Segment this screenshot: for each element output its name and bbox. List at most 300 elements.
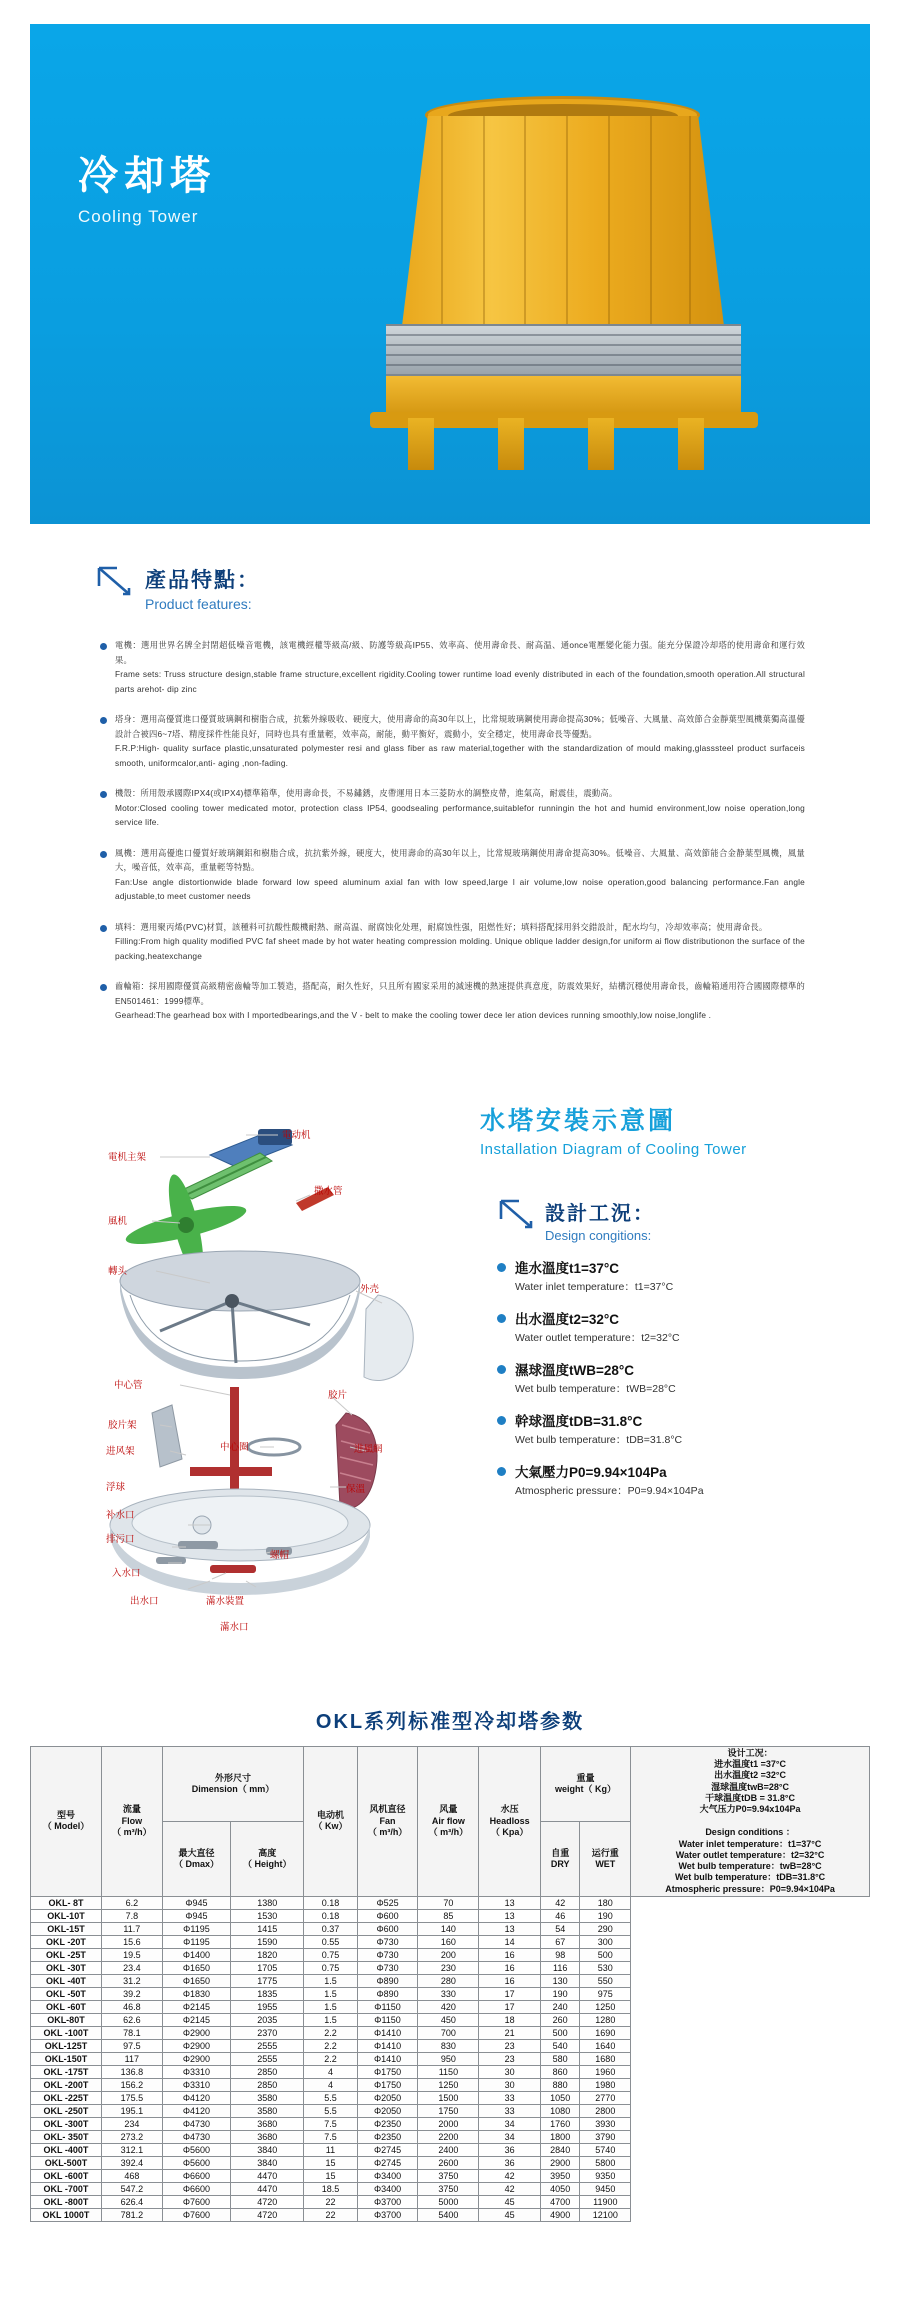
table-cell: 4050 bbox=[540, 2182, 580, 2195]
table-cell: 13 bbox=[479, 1922, 541, 1935]
table-cell: 2400 bbox=[418, 2143, 479, 2156]
features-title-cn: 產品特點： bbox=[145, 569, 260, 592]
feature-item bbox=[100, 979, 805, 1023]
table-cell: 200 bbox=[418, 1948, 479, 1961]
th-flow: 流量 Flow （ m³/h） bbox=[101, 1746, 162, 1896]
table-cell: Φ2900 bbox=[162, 2052, 230, 2065]
notes-block: 设计工况： 进水温度t1 =37°C 出水温度t2 =32°C 湿球温度twB=28°C 干球温度tDB = 31.8°C 大气压力P0=9.94x104Pa Design conditions ： Water inlet temperature：t1=37°C Water outlet temperature：t2=32°C Wet bulb temperature：twB=28°C Wet bulb temperature：tDB=31.8°C Atmospheric pressure：P0=9.94×104Pa bbox=[665, 1747, 835, 1894]
table-cell: 1960 bbox=[580, 2065, 631, 2078]
table-cell: 3680 bbox=[231, 2117, 304, 2130]
table-row bbox=[31, 2208, 870, 2221]
bullet-icon bbox=[497, 1314, 506, 1323]
table-notes-cell bbox=[631, 1746, 870, 1896]
table-cell: 18.5 bbox=[304, 2182, 357, 2195]
hero-title-cn: 冷却塔 bbox=[78, 154, 216, 198]
table-cell: 260 bbox=[540, 2013, 580, 2026]
th-fan-diameter: 风机直径 Fan （ m³/h） bbox=[357, 1746, 418, 1896]
table-cell: 13 bbox=[479, 1896, 541, 1909]
table-cell: Φ1830 bbox=[162, 1987, 230, 2000]
cell-model: OKL -200T bbox=[31, 2078, 102, 2091]
table-cell: Φ730 bbox=[357, 1961, 418, 1974]
table-cell: 1.5 bbox=[304, 1987, 357, 2000]
table-cell: 2555 bbox=[231, 2039, 304, 2052]
table-cell: 16 bbox=[479, 1974, 541, 1987]
th-air-flow: 风量 Air flow （ m³/h） bbox=[418, 1746, 479, 1896]
table-row bbox=[31, 2169, 870, 2182]
table-cell: 3950 bbox=[540, 2169, 580, 2182]
feature-item bbox=[100, 920, 805, 964]
diagram-title-en: Installation Diagram of Cooling Tower bbox=[480, 1140, 747, 1158]
table-cell: 468 bbox=[101, 2169, 162, 2182]
cell-model: OKL- 8T bbox=[31, 1896, 102, 1909]
table-cell: 4900 bbox=[540, 2208, 580, 2221]
table-row bbox=[31, 1948, 870, 1961]
table-cell: 130 bbox=[540, 1974, 580, 1987]
table-cell: Φ1150 bbox=[357, 2000, 418, 2013]
table-cell: Φ6600 bbox=[162, 2169, 230, 2182]
table-cell: Φ2900 bbox=[162, 2026, 230, 2039]
table-cell: 1250 bbox=[580, 2000, 631, 2013]
label-insulation: 保溫 bbox=[346, 1483, 366, 1495]
table-cell: Φ2145 bbox=[162, 2013, 230, 2026]
table-cell: Φ3400 bbox=[357, 2169, 418, 2182]
table-cell: 2555 bbox=[231, 2052, 304, 2065]
table-cell: 21 bbox=[479, 2026, 541, 2039]
specifications-section bbox=[30, 1705, 870, 2222]
table-cell: 1690 bbox=[580, 2026, 631, 2039]
table-cell: 5800 bbox=[580, 2156, 631, 2169]
table-cell: 19.5 bbox=[101, 1948, 162, 1961]
features-title-en: Product features: bbox=[145, 596, 252, 612]
table-cell: 15.6 bbox=[101, 1935, 162, 1948]
specs-table-title: OKL系列标准型冷却塔参数 bbox=[315, 1710, 585, 1733]
condition-text-cn: 出水溫度t2=32°C bbox=[515, 1311, 620, 1327]
table-cell: 580 bbox=[540, 2052, 580, 2065]
bullet-icon bbox=[99, 716, 109, 726]
cell-model: OKL -400T bbox=[31, 2143, 102, 2156]
table-cell: 116 bbox=[540, 1961, 580, 1974]
table-cell: Φ6600 bbox=[162, 2182, 230, 2195]
bullet-icon bbox=[497, 1365, 506, 1374]
table-cell: Φ1150 bbox=[357, 2013, 418, 2026]
document-page bbox=[0, 24, 900, 2222]
table-row bbox=[31, 1935, 870, 1948]
table-cell: 2840 bbox=[540, 2143, 580, 2156]
table-cell: 3840 bbox=[231, 2143, 304, 2156]
table-cell: 34 bbox=[479, 2130, 541, 2143]
hero-banner bbox=[30, 24, 870, 524]
table-cell: Φ4730 bbox=[162, 2117, 230, 2130]
table-cell: 0.55 bbox=[304, 1935, 357, 1948]
table-cell: 2.2 bbox=[304, 2026, 357, 2039]
table-cell: 2200 bbox=[418, 2130, 479, 2143]
bullet-icon bbox=[99, 790, 109, 800]
th-motor: 电动机 （ Kw） bbox=[304, 1746, 357, 1896]
table-cell: 160 bbox=[418, 1935, 479, 1948]
table-cell: 4470 bbox=[231, 2182, 304, 2195]
bullet-icon bbox=[497, 1416, 506, 1425]
table-cell: 5400 bbox=[418, 2208, 479, 2221]
cell-model: OKL -600T bbox=[31, 2169, 102, 2182]
table-cell: 5.5 bbox=[304, 2091, 357, 2104]
table-cell: 950 bbox=[418, 2052, 479, 2065]
table-row bbox=[31, 2156, 870, 2169]
table-cell: 13 bbox=[479, 1909, 541, 1922]
feature-text-cn: 電機：選用世界名牌全封閉超低噪音電機，該電機經權等級高/級、防護等級高IP55、效率高、使用壽命長、耐高温、通once電壓變化能力强。能充分保證冷却塔的使用壽命和運行效果。 bbox=[115, 640, 805, 665]
table-cell: 31.2 bbox=[101, 1974, 162, 1987]
table-cell: 39.2 bbox=[101, 1987, 162, 2000]
table-cell: 18 bbox=[479, 2013, 541, 2026]
table-cell: 9350 bbox=[580, 2169, 631, 2182]
label-center-ring: 中心圈 bbox=[220, 1441, 249, 1453]
table-cell: Φ890 bbox=[357, 1987, 418, 2000]
table-cell: 5000 bbox=[418, 2195, 479, 2208]
table-cell: 1.5 bbox=[304, 2000, 357, 2013]
table-cell: Φ945 bbox=[162, 1896, 230, 1909]
table-cell: Φ3700 bbox=[357, 2208, 418, 2221]
table-cell: 2.2 bbox=[304, 2052, 357, 2065]
table-cell: 450 bbox=[418, 2013, 479, 2026]
th-wet-weight: 运行重 WET bbox=[580, 1821, 631, 1896]
table-row bbox=[31, 2000, 870, 2013]
bullet-icon bbox=[99, 923, 109, 933]
cell-model: OKL 1000T bbox=[31, 2208, 102, 2221]
cell-model: OKL -40T bbox=[31, 1974, 102, 1987]
cell-model: OKL-125T bbox=[31, 2039, 102, 2052]
table-cell: 0.18 bbox=[304, 1896, 357, 1909]
table-cell: Φ3400 bbox=[357, 2182, 418, 2195]
th-dimension: 外形尺寸 Dimension（ mm） bbox=[162, 1746, 304, 1821]
table-cell: 312.1 bbox=[101, 2143, 162, 2156]
table-cell: 117 bbox=[101, 2052, 162, 2065]
table-cell: 234 bbox=[101, 2117, 162, 2130]
cell-model: OKL -175T bbox=[31, 2065, 102, 2078]
table-cell: Φ1410 bbox=[357, 2039, 418, 2052]
cell-model: OKL -50T bbox=[31, 1987, 102, 2000]
table-cell: 12100 bbox=[580, 2208, 631, 2221]
table-cell: 45 bbox=[479, 2208, 541, 2221]
table-cell: Φ5600 bbox=[162, 2143, 230, 2156]
table-cell: Φ1650 bbox=[162, 1974, 230, 1987]
table-cell: Φ7600 bbox=[162, 2208, 230, 2221]
table-row bbox=[31, 1987, 870, 2000]
condition-text-en: Water inlet temperature：t1=37°C bbox=[515, 1280, 674, 1293]
table-cell: 2600 bbox=[418, 2156, 479, 2169]
table-cell: 2035 bbox=[231, 2013, 304, 2026]
table-cell: Φ3310 bbox=[162, 2078, 230, 2091]
table-cell: 2.2 bbox=[304, 2039, 357, 2052]
design-conditions-title-cn: 設計工況： bbox=[545, 1202, 655, 1225]
feature-text-en: Frame sets: Truss structure design,stable frame structure,excellent rigidity.Cooling tower runtime load evenly distributed in each of the foundation,smooth operation.All structural parts arehot- dip zinc bbox=[115, 669, 805, 694]
table-cell: 500 bbox=[580, 1948, 631, 1961]
table-cell: 23.4 bbox=[101, 1961, 162, 1974]
table-cell: 781.2 bbox=[101, 2208, 162, 2221]
table-cell: 1080 bbox=[540, 2104, 580, 2117]
table-cell: 4700 bbox=[540, 2195, 580, 2208]
table-cell: Φ3310 bbox=[162, 2065, 230, 2078]
label-fan: 風机 bbox=[108, 1215, 128, 1227]
table-cell: 1280 bbox=[580, 2013, 631, 2026]
condition-text-en: Atmospheric pressure：P0=9.94×104Pa bbox=[515, 1484, 704, 1497]
th-head-loss: 水压 Headloss （ Kpa） bbox=[479, 1746, 541, 1896]
label-sprinkler-pipe: 撒水管 bbox=[314, 1185, 343, 1197]
cell-model: OKL-80T bbox=[31, 2013, 102, 2026]
arrow-icon bbox=[497, 1197, 537, 1231]
table-cell: 46 bbox=[540, 1909, 580, 1922]
table-cell: 5740 bbox=[580, 2143, 631, 2156]
table-cell: Φ1195 bbox=[162, 1922, 230, 1935]
table-cell: 42 bbox=[479, 2169, 541, 2182]
table-cell: 1800 bbox=[540, 2130, 580, 2143]
table-row bbox=[31, 1896, 870, 1909]
table-cell: Φ3700 bbox=[357, 2195, 418, 2208]
table-row bbox=[31, 2013, 870, 2026]
feature-item bbox=[100, 786, 805, 830]
table-cell: 1.5 bbox=[304, 2013, 357, 2026]
label-motor: 電动机 bbox=[282, 1129, 311, 1141]
table-cell: 3680 bbox=[231, 2130, 304, 2143]
table-cell: 1680 bbox=[580, 2052, 631, 2065]
table-cell: 2770 bbox=[580, 2091, 631, 2104]
table-row bbox=[31, 2117, 870, 2130]
table-cell: 15 bbox=[304, 2169, 357, 2182]
arrow-icon bbox=[95, 564, 135, 598]
table-cell: 1380 bbox=[231, 1896, 304, 1909]
table-cell: 3750 bbox=[418, 2169, 479, 2182]
table-cell: 4720 bbox=[231, 2208, 304, 2221]
table-cell: 3750 bbox=[418, 2182, 479, 2195]
label-motor-bracket: 電机主架 bbox=[108, 1151, 147, 1163]
table-cell: 1500 bbox=[418, 2091, 479, 2104]
condition-text-cn: 進水溫度t1=37°C bbox=[515, 1260, 620, 1276]
table-cell: 11 bbox=[304, 2143, 357, 2156]
table-cell: 17 bbox=[479, 1987, 541, 2000]
table-cell: Φ2900 bbox=[162, 2039, 230, 2052]
bullet-icon bbox=[99, 849, 109, 859]
cell-model: OKL -300T bbox=[31, 2117, 102, 2130]
table-cell: Φ890 bbox=[357, 1974, 418, 1987]
cell-model: OKL -800T bbox=[31, 2195, 102, 2208]
label-float-ball: 浮球 bbox=[106, 1481, 126, 1493]
table-cell: 3790 bbox=[580, 2130, 631, 2143]
table-cell: 1415 bbox=[231, 1922, 304, 1935]
table-cell: 2000 bbox=[418, 2117, 479, 2130]
table-cell: 16 bbox=[479, 1961, 541, 1974]
table-cell: 420 bbox=[418, 2000, 479, 2013]
table-row bbox=[31, 2078, 870, 2091]
th-dmax: 最大直径 （ Dmax） bbox=[162, 1821, 230, 1896]
condition-text-cn: 大氣壓力P0=9.94×104Pa bbox=[515, 1464, 667, 1480]
condition-item bbox=[497, 1308, 857, 1345]
table-cell: 547.2 bbox=[101, 2182, 162, 2195]
label-shell: 外壳 bbox=[360, 1283, 380, 1295]
table-cell: Φ4120 bbox=[162, 2091, 230, 2104]
table-cell: 42 bbox=[540, 1896, 580, 1909]
table-cell: 1955 bbox=[231, 2000, 304, 2013]
table-cell: 1640 bbox=[580, 2039, 631, 2052]
table-row bbox=[31, 1974, 870, 1987]
table-cell: 180 bbox=[580, 1896, 631, 1909]
table-cell: 1530 bbox=[231, 1909, 304, 1922]
feature-text-cn: 機殼：所用殼承國際IPX4(或IPX4)標準箱準，使用壽命長，不易鏽銹，皮帶運用日本三菱防水的調整皮帶，進氣高，耐震佳，震動高。 bbox=[115, 788, 618, 799]
th-model: 型号 （ Model） bbox=[31, 1746, 102, 1896]
cell-model: OKL -100T bbox=[31, 2026, 102, 2039]
table-cell: Φ2050 bbox=[357, 2104, 418, 2117]
feature-item bbox=[100, 712, 805, 770]
table-cell: 0.37 bbox=[304, 1922, 357, 1935]
condition-text-en: Water outlet temperature：t2=32°C bbox=[515, 1331, 680, 1344]
table-cell: 530 bbox=[580, 1961, 631, 1974]
features-list bbox=[100, 638, 805, 1023]
table-cell: 1760 bbox=[540, 2117, 580, 2130]
table-cell: Φ2350 bbox=[357, 2117, 418, 2130]
table-cell: 280 bbox=[418, 1974, 479, 1987]
table-cell: 1775 bbox=[231, 1974, 304, 1987]
table-cell: 1820 bbox=[231, 1948, 304, 1961]
cell-model: OKL -20T bbox=[31, 1935, 102, 1948]
table-cell: 0.75 bbox=[304, 1961, 357, 1974]
table-cell: 11900 bbox=[580, 2195, 631, 2208]
table-row bbox=[31, 2052, 870, 2065]
label-center-pipe: 中心管 bbox=[114, 1379, 143, 1391]
table-cell: Φ4730 bbox=[162, 2130, 230, 2143]
table-cell: 1750 bbox=[418, 2104, 479, 2117]
cell-model: OKL -60T bbox=[31, 2000, 102, 2013]
table-cell: 22 bbox=[304, 2208, 357, 2221]
table-cell: 5.5 bbox=[304, 2104, 357, 2117]
features-heading bbox=[95, 564, 900, 612]
table-cell: 33 bbox=[479, 2091, 541, 2104]
label-nut: 螺帽 bbox=[270, 1549, 290, 1561]
table-cell: 4470 bbox=[231, 2169, 304, 2182]
table-cell: 136.8 bbox=[101, 2065, 162, 2078]
design-conditions-title-en: Design congitions: bbox=[545, 1227, 652, 1243]
table-cell: 36 bbox=[479, 2143, 541, 2156]
table-row bbox=[31, 2104, 870, 2117]
table-cell: 830 bbox=[418, 2039, 479, 2052]
condition-text-cn: 濕球溫度tWB=28°C bbox=[515, 1362, 635, 1378]
table-cell: Φ1750 bbox=[357, 2078, 418, 2091]
table-cell: 7.5 bbox=[304, 2117, 357, 2130]
table-cell: 230 bbox=[418, 1961, 479, 1974]
table-cell: 860 bbox=[540, 2065, 580, 2078]
bullet-icon bbox=[497, 1467, 506, 1476]
table-cell: 190 bbox=[540, 1987, 580, 2000]
table-cell: 23 bbox=[479, 2052, 541, 2065]
table-cell: 195.1 bbox=[101, 2104, 162, 2117]
table-cell: Φ2050 bbox=[357, 2091, 418, 2104]
table-cell: Φ2350 bbox=[357, 2130, 418, 2143]
table-cell: 9450 bbox=[580, 2182, 631, 2195]
table-cell: 22 bbox=[304, 2195, 357, 2208]
feature-item bbox=[100, 638, 805, 696]
table-cell: 16 bbox=[479, 1948, 541, 1961]
table-cell: Φ730 bbox=[357, 1948, 418, 1961]
table-cell: 2800 bbox=[580, 2104, 631, 2117]
feature-text-en: Fan:Use angle distortionwide blade forward low speed aluminum axial fan with low speed,large l air volume,low noise operation,good balancing performance.Fan angle adjustable,to meet customer needs bbox=[115, 876, 805, 902]
table-cell: Φ1400 bbox=[162, 1948, 230, 1961]
exploded-view-illustration bbox=[60, 1095, 480, 1675]
condition-item bbox=[497, 1359, 857, 1396]
th-weight: 重量 weight（ Kg） bbox=[540, 1746, 630, 1821]
table-cell: 14 bbox=[479, 1935, 541, 1948]
table-cell: 62.6 bbox=[101, 2013, 162, 2026]
cell-model: OKL -700T bbox=[31, 2182, 102, 2195]
label-overflow-port: 滿水口 bbox=[220, 1621, 249, 1633]
cell-model: OKL -225T bbox=[31, 2091, 102, 2104]
table-cell: 190 bbox=[580, 1909, 631, 1922]
cooling-tower-photo bbox=[330, 74, 800, 494]
label-makeup-water-port: 补水口 bbox=[106, 1509, 135, 1521]
bullet-icon bbox=[99, 983, 109, 993]
feature-text-cn: 塔身：選用高優質進口優質玻璃鋼和樹脂合成，抗紫外線吸收、硬度大，使用壽命的高30年以上，比常規玻璃鋼使用壽命提高30%；低噪音、大風量、高效節合金靜葉型風機葉獨高溫優設計合被四6~7塔、精度採件性能良好，同時也具有重量輕，效率高，耐能，動平衡好，震動小，安全穩定，使用壽命長等優點。 bbox=[115, 714, 805, 739]
table-cell: 11.7 bbox=[101, 1922, 162, 1935]
specs-table bbox=[30, 1746, 870, 2222]
table-cell: 300 bbox=[580, 1935, 631, 1948]
table-cell: 3840 bbox=[231, 2156, 304, 2169]
hero-title bbox=[78, 144, 216, 227]
table-cell: 3580 bbox=[231, 2091, 304, 2104]
table-cell: Φ1750 bbox=[357, 2065, 418, 2078]
table-cell: 500 bbox=[540, 2026, 580, 2039]
feature-text-en: Motor:Closed cooling tower medicated motor, protection class IP54, goodsealing performance,suitablefor runningin the hot and humid environment,low noise operation,long service life. bbox=[115, 802, 805, 828]
table-cell: 85 bbox=[418, 1909, 479, 1922]
table-cell: Φ600 bbox=[357, 1909, 418, 1922]
table-cell: 1250 bbox=[418, 2078, 479, 2091]
table-cell: 1.5 bbox=[304, 1974, 357, 1987]
feature-text-en: Filling:From high quality modified PVC faf sheet made by hot water heating compression molding. Unique oblique ladder design,for uniform ai flow distributionon the surface of the packing,heatexchange bbox=[115, 936, 805, 961]
table-cell: 4 bbox=[304, 2078, 357, 2091]
installation-diagram-section bbox=[0, 1085, 900, 1675]
table-cell: Φ730 bbox=[357, 1935, 418, 1948]
feature-item bbox=[100, 846, 805, 904]
condition-item bbox=[497, 1410, 857, 1447]
bullet-icon bbox=[497, 1263, 506, 1272]
condition-item bbox=[497, 1461, 857, 1498]
hero-title-en: Cooling Tower bbox=[78, 207, 199, 226]
cell-model: OKL-150T bbox=[31, 2052, 102, 2065]
feature-text-cn: 填料：選用聚丙烯(PVC)材質，該種料可抗酸性酸機耐熱、耐高温、耐腐蚀化处理，耐腐蚀性强，阻燃性好；填料搭配採用斜交錯設計，配水均勻，冷却效率高；使用壽命長。 bbox=[115, 921, 768, 932]
table-cell: Φ945 bbox=[162, 1909, 230, 1922]
table-cell: 1590 bbox=[231, 1935, 304, 1948]
design-conditions bbox=[497, 1197, 857, 1512]
table-cell: Φ2745 bbox=[357, 2156, 418, 2169]
table-cell: 3930 bbox=[580, 2117, 631, 2130]
table-row bbox=[31, 1909, 870, 1922]
condition-item bbox=[497, 1257, 857, 1294]
table-cell: 175.5 bbox=[101, 2091, 162, 2104]
feature-text-en: Gearhead:The gearhead box with I mportedbearings,and the V - belt to make the cooling tower dece ler ation devices running smoothly,low noise,longlife . bbox=[115, 1010, 712, 1021]
table-cell: 4720 bbox=[231, 2195, 304, 2208]
table-row bbox=[31, 2091, 870, 2104]
table-cell: 1705 bbox=[231, 1961, 304, 1974]
table-cell: 97.5 bbox=[101, 2039, 162, 2052]
table-cell: 3580 bbox=[231, 2104, 304, 2117]
table-cell: 23 bbox=[479, 2039, 541, 2052]
table-cell: 6.2 bbox=[101, 1896, 162, 1909]
feature-text-cn: 齒輪箱：採用國際優質高級精密齒輪等加工製造，搭配高，耐久性好，只且所有國家采用的減速機的熱速提供真意度，防震效果好，結構沉穩使用壽命長，齒輪箱通用符合國國際標準的EN501461：1999標準。 bbox=[115, 981, 805, 1006]
condition-text-en: Wet bulb temperature：tWB=28°C bbox=[515, 1382, 676, 1395]
table-cell: 78.1 bbox=[101, 2026, 162, 2039]
table-cell: 2850 bbox=[231, 2065, 304, 2078]
table-cell: 54 bbox=[540, 1922, 580, 1935]
table-cell: 550 bbox=[580, 1974, 631, 1987]
condition-text-cn: 幹球溫度tDB=31.8°C bbox=[515, 1413, 643, 1429]
table-cell: 1835 bbox=[231, 1987, 304, 2000]
table-cell: 30 bbox=[479, 2078, 541, 2091]
table-cell: 1980 bbox=[580, 2078, 631, 2091]
table-cell: Φ1650 bbox=[162, 1961, 230, 1974]
